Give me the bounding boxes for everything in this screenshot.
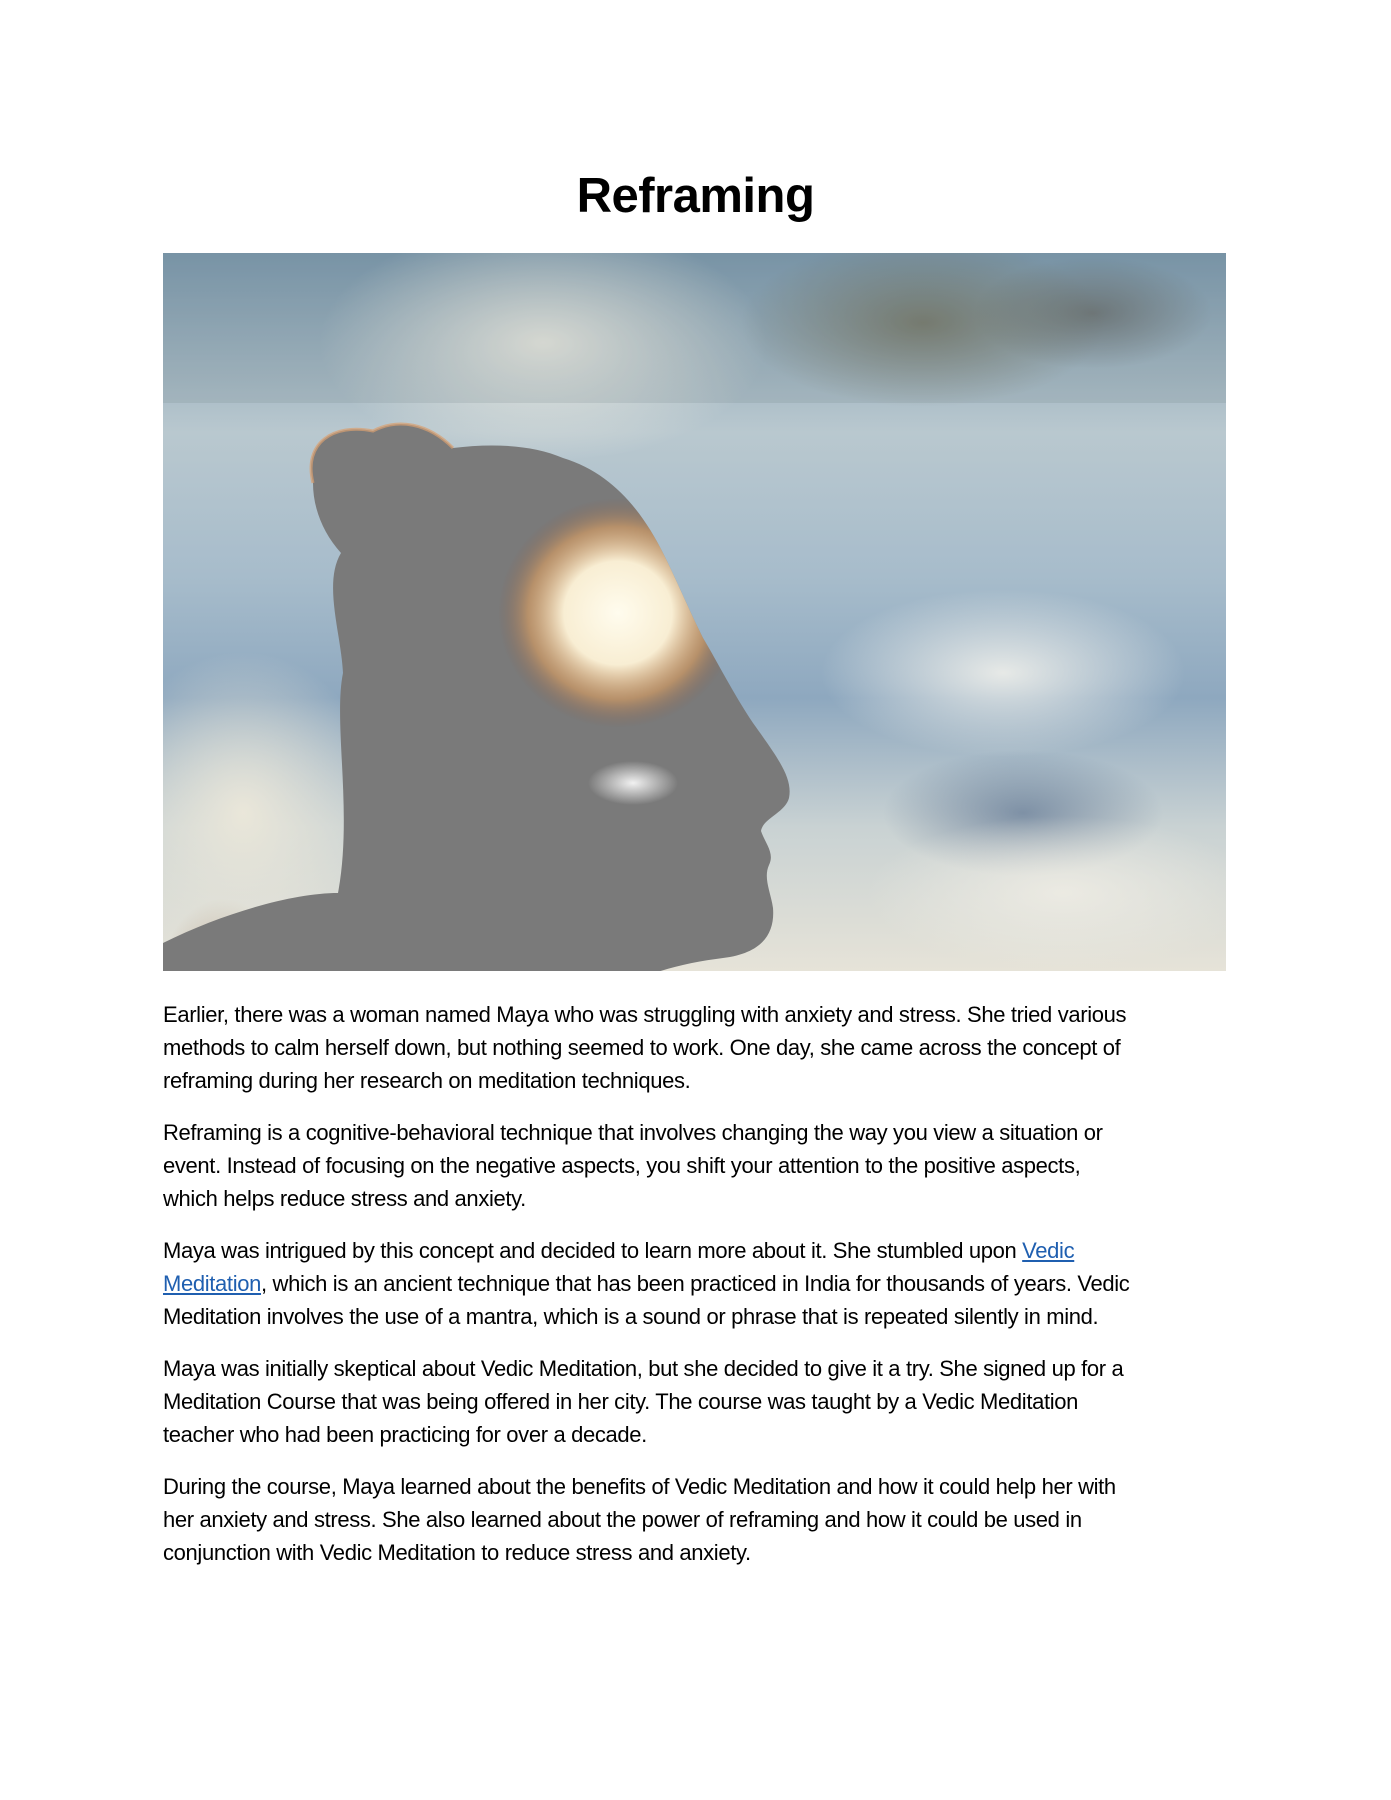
paragraph-4 xyxy=(163,1352,1233,1451)
paragraph-line: her anxiety and stress. She also learned about the power of reframing and how it could be used in xyxy=(163,1507,1082,1532)
silhouette-illustration xyxy=(163,253,1226,971)
vedic-meditation-link-continued[interactable]: Meditation xyxy=(163,1271,262,1296)
paragraph-line: Earlier, there was a woman named Maya who was struggling with anxiety and stress. She tried various xyxy=(163,1002,1127,1027)
paragraph-line: teacher who had been practicing for over a decade. xyxy=(163,1422,647,1447)
page-title: Reframing xyxy=(576,169,815,223)
vedic-meditation-link[interactable]: Vedic xyxy=(1022,1238,1075,1263)
paragraph-text: Maya was intrigued by this concept and decided to learn more about it. She stumbled upon xyxy=(163,1238,1023,1263)
paragraph-line: Reframing is a cognitive-behavioral technique that involves changing the way you view a situation or xyxy=(163,1120,1103,1145)
hero-image xyxy=(163,253,1226,971)
paragraph-2 xyxy=(163,1116,1233,1215)
paragraph-line: Meditation involves the use of a mantra, which is a sound or phrase that is repeated silently in mind. xyxy=(163,1304,1099,1329)
paragraph-line: event. Instead of focusing on the negative aspects, you shift your attention to the positive aspects, xyxy=(163,1153,1081,1178)
paragraph-line: conjunction with Vedic Meditation to reduce stress and anxiety. xyxy=(163,1540,751,1565)
paragraph-line: which helps reduce stress and anxiety. xyxy=(163,1186,526,1211)
paragraph-1 xyxy=(163,998,1233,1097)
paragraph-line: Meditation Course that was being offered in her city. The course was taught by a Vedic Meditation xyxy=(163,1389,1079,1414)
paragraph-text: , which is an ancient technique that has been practiced in India for thousands of years. Vedic xyxy=(261,1271,1130,1296)
paragraph-line: reframing during her research on meditation techniques. xyxy=(163,1068,691,1093)
paragraph-3 xyxy=(163,1234,1233,1333)
paragraph-5 xyxy=(163,1470,1233,1569)
paragraph-line: Maya was initially skeptical about Vedic Meditation, but she decided to give it a try. She signed up for a xyxy=(163,1356,1124,1381)
paragraph-line: During the course, Maya learned about the benefits of Vedic Meditation and how it could help her with xyxy=(163,1474,1116,1499)
paragraph-line: methods to calm herself down, but nothing seemed to work. One day, she came across the concept of xyxy=(163,1035,1121,1060)
